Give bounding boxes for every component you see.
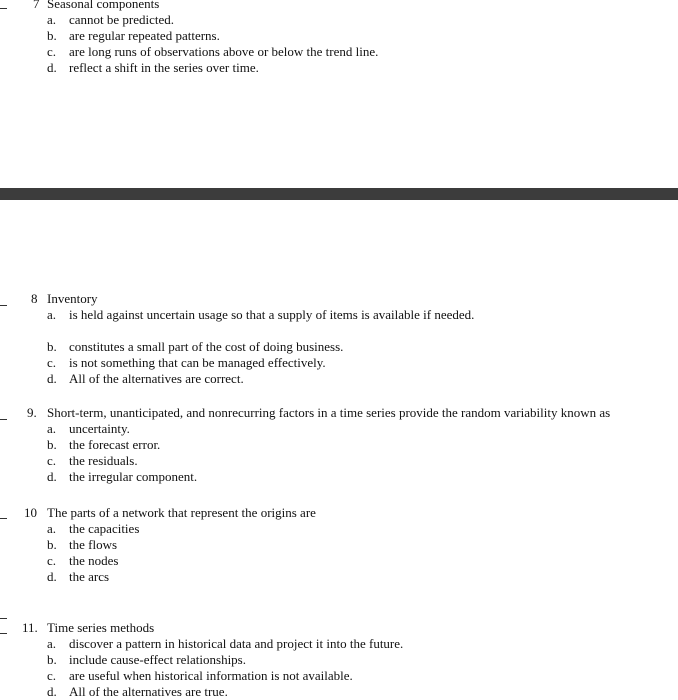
option-text: is held against uncertain usage so that a supply of items is available if needed.: [69, 307, 475, 322]
question-stem: Time series methods: [47, 620, 155, 635]
option-letter: a.: [47, 307, 57, 322]
option-letter: c.: [47, 44, 57, 59]
answer-blank[interactable]: [0, 8, 7, 9]
option-text: the forecast error.: [69, 437, 161, 452]
question-number: 7: [33, 0, 40, 11]
option-text: constitutes a small part of the cost of doing business.: [69, 339, 344, 354]
answer-blank[interactable]: [0, 618, 7, 619]
question-number: 11.: [22, 620, 38, 635]
option-text: the nodes: [69, 553, 119, 568]
page-divider: [0, 188, 678, 200]
option-text: cannot be predicted.: [69, 12, 175, 27]
option-letter: a.: [47, 12, 57, 27]
option-text: is not something that can be managed effectively.: [69, 355, 326, 370]
option-text: All of the alternatives are true.: [69, 684, 228, 699]
option-text: reflect a shift in the series over time.: [69, 60, 259, 75]
option-letter: d.: [47, 60, 57, 75]
option-letter: d.: [47, 371, 57, 386]
question-number: 10: [24, 505, 37, 520]
option-letter: d.: [47, 469, 57, 484]
option-text: are useful when historical information is not available.: [69, 668, 353, 683]
option-letter: c.: [47, 453, 57, 468]
answer-blank[interactable]: [0, 518, 7, 519]
question-stem: Inventory: [47, 291, 98, 306]
answer-blank[interactable]: [0, 633, 7, 634]
option-letter: c.: [47, 553, 57, 568]
option-text: the flows: [69, 537, 118, 552]
option-text: the capacities: [69, 521, 140, 536]
option-letter: d.: [47, 569, 57, 584]
option-letter: b.: [47, 652, 57, 667]
answer-blank[interactable]: [0, 305, 7, 306]
question-stem: Seasonal components: [47, 0, 160, 11]
option-letter: c.: [47, 668, 57, 683]
question-number: 9.: [27, 405, 37, 420]
option-text: the residuals.: [69, 453, 138, 468]
option-letter: b.: [47, 437, 57, 452]
option-text: uncertainty.: [69, 421, 130, 436]
option-text: discover a pattern in historical data and project it into the future.: [69, 636, 404, 651]
option-text: the irregular component.: [69, 469, 198, 484]
question-number: 8: [31, 291, 38, 306]
option-text: include cause-effect relationships.: [69, 652, 246, 667]
question-stem: Short-term, unanticipated, and nonrecurring factors in a time series provide the random variability known as: [47, 405, 611, 420]
option-letter: b.: [47, 28, 57, 43]
option-letter: b.: [47, 537, 57, 552]
option-letter: a.: [47, 636, 57, 651]
question-stem: The parts of a network that represent the origins are: [47, 505, 316, 520]
option-text: are regular repeated patterns.: [69, 28, 220, 43]
answer-blank[interactable]: [0, 419, 7, 420]
option-text: the arcs: [69, 569, 110, 584]
option-letter: a.: [47, 521, 57, 536]
option-text: All of the alternatives are correct.: [69, 371, 244, 386]
option-letter: a.: [47, 421, 57, 436]
option-letter: c.: [47, 355, 57, 370]
option-text: are long runs of observations above or below the trend line.: [69, 44, 379, 59]
option-letter: b.: [47, 339, 57, 354]
option-letter: d.: [47, 684, 57, 699]
